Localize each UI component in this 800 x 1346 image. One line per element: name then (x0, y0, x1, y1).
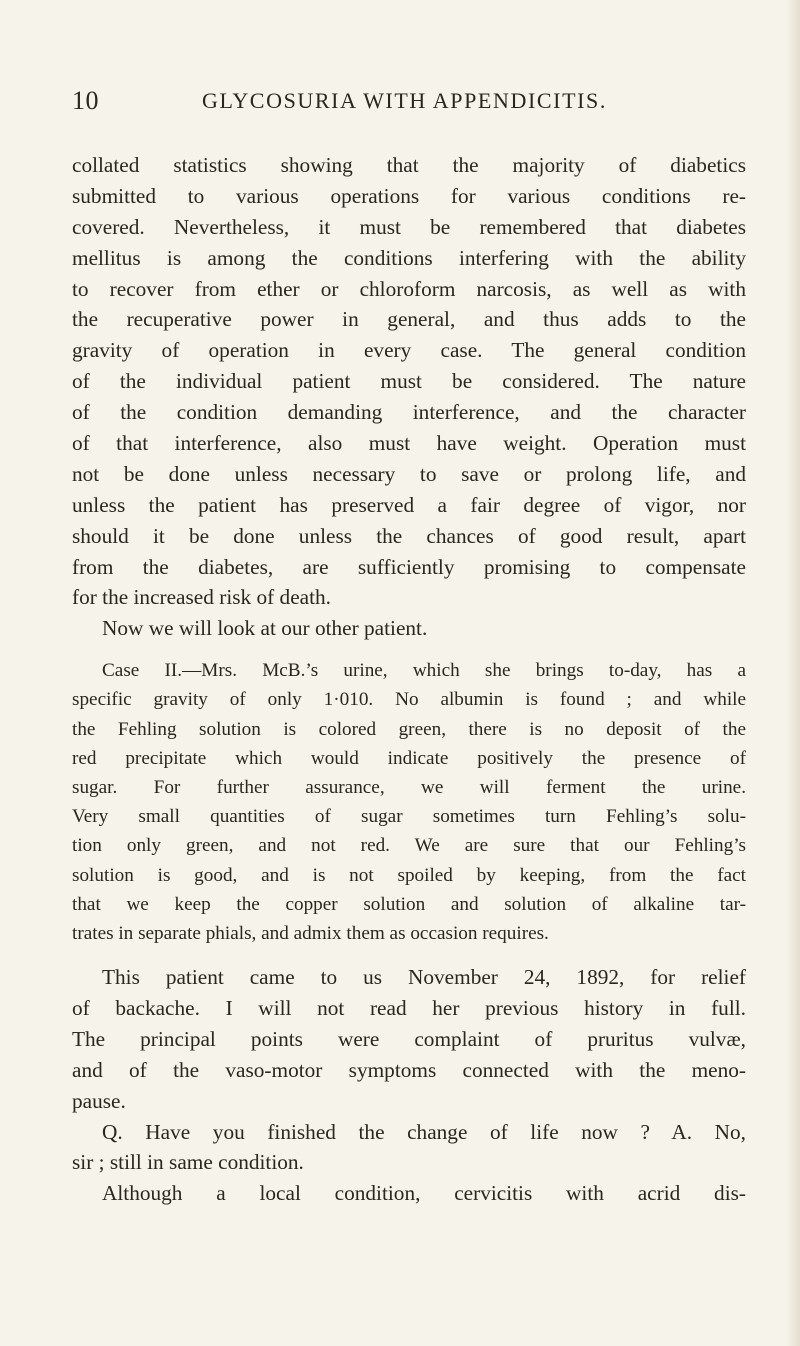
text-line: This patient came to us November 24, 1892, for relief (102, 965, 746, 990)
text-line: of backache. I will not read her previous history in full. (72, 996, 746, 1021)
text-line: Case II.—Mrs. McB.’s urine, which she brings to-day, has a (102, 660, 746, 682)
paragraph-patient-history (72, 962, 746, 1116)
text-line: trates in separate phials, and admix them as occasion requires. (72, 922, 549, 944)
text-line: mellitus is among the conditions interfering with the ability (72, 245, 746, 270)
text-line: to recover from ether or chloroform narcosis, as well as with (72, 276, 746, 301)
text-line: of that interference, also must have weight. Operation must (72, 431, 746, 456)
text-line: sir ; still in same condition. (72, 1150, 304, 1175)
case-report-paragraph (72, 656, 746, 948)
text-line: pause. (72, 1088, 126, 1113)
text-line: covered. Nevertheless, it must be remembered that diabetes (72, 214, 746, 239)
page-edge-shadow (786, 0, 800, 1346)
page-header (72, 86, 732, 126)
running-title: GLYCOSURIA WITH APPENDICITIS. (202, 88, 607, 113)
text-line: the recuperative power in general, and thus adds to the (72, 307, 746, 332)
paragraph-cervicitis (72, 1178, 746, 1209)
text-line: not be done unless necessary to save or prolong life, and (72, 461, 746, 486)
paragraph-other-patient (72, 613, 746, 644)
text-line: and of the vaso-motor symptoms connected with the meno- (72, 1057, 746, 1082)
text-line: of the individual patient must be considered. The nature (72, 369, 746, 394)
text-line: Although a local condition, cervicitis with acrid dis- (102, 1181, 746, 1206)
text-line: Q. Have you finished the change of life now ? A. No, (102, 1119, 746, 1144)
text-line: that we keep the copper solution and solution of alkaline tar- (72, 893, 746, 915)
text-line: Now we will look at our other patient. (102, 616, 428, 641)
text-line: sugar. For further assurance, we will ferment the urine. (72, 777, 746, 798)
text-line: solution is good, and is not spoiled by keeping, from the fact (72, 864, 746, 886)
text-line: gravity of operation in every case. The general condition (72, 338, 746, 363)
page-body (72, 150, 746, 1209)
text-line: for the increased risk of death. (72, 585, 332, 610)
text-line: submitted to various operations for various conditions re- (72, 183, 746, 208)
text-line: red precipitate which would indicate positively the presence of (72, 747, 746, 769)
text-line: from the diabetes, are sufficiently promising to compensate (72, 554, 746, 579)
question-answer (72, 1117, 746, 1179)
page-number: 10 (72, 86, 99, 115)
text-line: Very small quantities of sugar sometimes turn Fehling’s solu- (72, 806, 746, 828)
text-line: should it be done unless the chances of good result, apart (72, 523, 746, 548)
text-line: the Fehling solution is colored green, there is no deposit of the (72, 718, 746, 740)
text-line: unless the patient has preserved a fair degree of vigor, nor (72, 492, 746, 517)
text-line: specific gravity of only 1·010. No albumin is found ; and while (72, 689, 746, 711)
paragraph-diabetes-operation (72, 150, 746, 613)
text-line: collated statistics showing that the majority of diabetics (72, 153, 746, 177)
text-line: of the condition demanding interference, and the character (72, 400, 746, 425)
text-line: The principal points were complaint of pruritus vulvæ, (72, 1026, 746, 1051)
text-line: tion only green, and not red. We are sure that our Fehling’s (72, 835, 746, 857)
